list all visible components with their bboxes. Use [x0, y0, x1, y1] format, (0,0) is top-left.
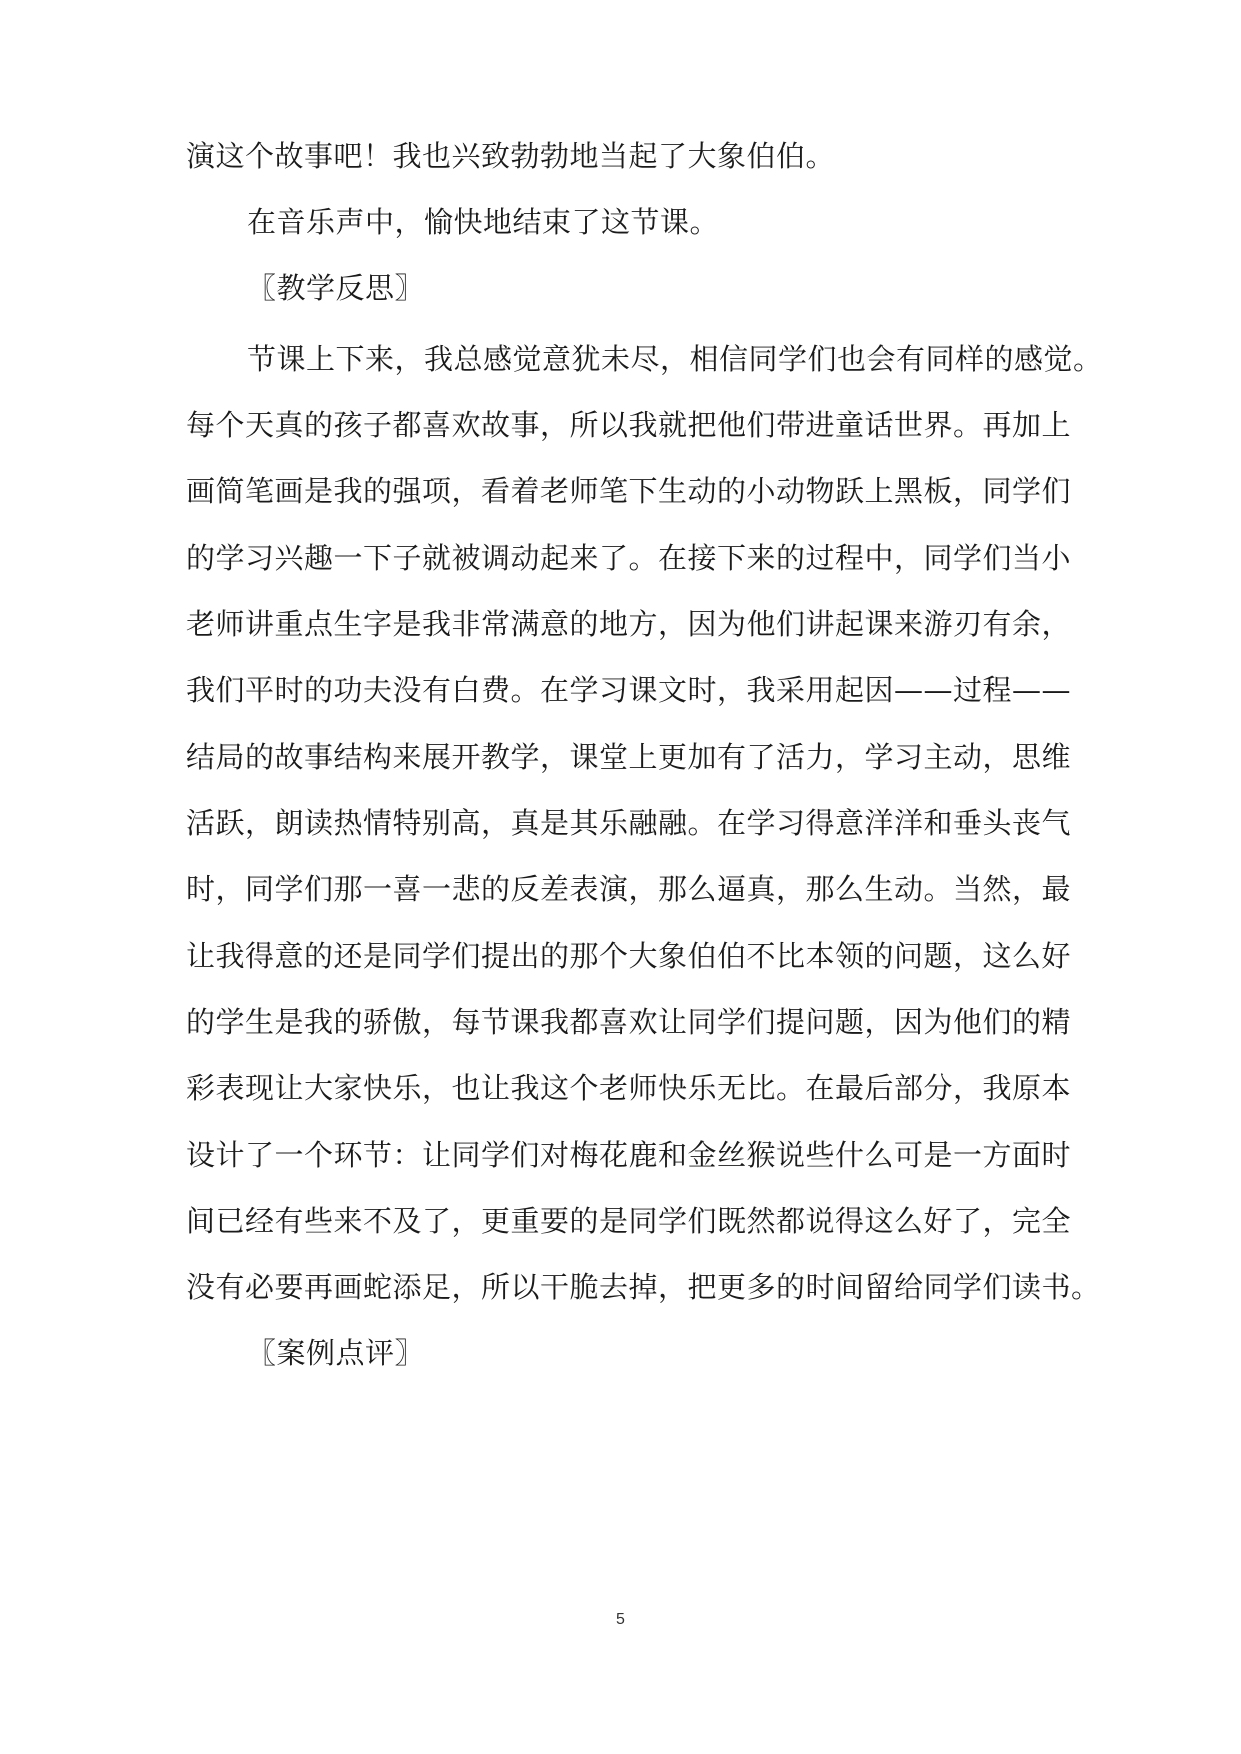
section-heading-case-review: 〖案例点评〗: [247, 1336, 425, 1370]
paragraph-line: 结局的故事结构来展开教学，课堂上更加有了活力，学习主动，思维: [186, 740, 1072, 774]
paragraph-line: 彩表现让大家快乐，也让我这个老师快乐无比。在最后部分，我原本: [186, 1071, 1072, 1105]
paragraph-line: 让我得意的还是同学们提出的那个大象伯伯不比本领的问题，这么好: [186, 939, 1072, 973]
section-heading-teaching-reflection: 〖教学反思〗: [247, 271, 425, 305]
paragraph-line: 时，同学们那一喜一悲的反差表演，那么逼真，那么生动。当然，最: [186, 872, 1072, 906]
paragraph-line: 节课上下来，我总感觉意犹未尽，相信同学们也会有同样的感觉。: [247, 342, 1103, 376]
paragraph-line: 的学生是我的骄傲，每节课我都喜欢让同学们提问题，因为他们的精: [186, 1005, 1072, 1039]
paragraph-line: 我们平时的功夫没有白费。在学习课文时，我采用起因——过程——: [186, 673, 1072, 707]
paragraph-line: 没有必要再画蛇添足，所以干脆去掉，把更多的时间留给同学们读书。: [186, 1270, 1101, 1304]
paragraph-line: 活跃，朗读热情特别高，真是其乐融融。在学习得意洋洋和垂头丧气: [186, 806, 1072, 840]
paragraph-line: 的学习兴趣一下子就被调动起来了。在接下来的过程中，同学们当小: [186, 541, 1072, 575]
paragraph-line: 演这个故事吧！我也兴致勃勃地当起了大象伯伯。: [186, 139, 836, 173]
paragraph-line: 每个天真的孩子都喜欢故事，所以我就把他们带进童话世界。再加上: [186, 408, 1072, 442]
paragraph-line: 老师讲重点生字是我非常满意的地方，因为他们讲起课来游刃有余，: [186, 607, 1072, 641]
paragraph-line: 间已经有些来不及了，更重要的是同学们既然都说得这么好了，完全: [186, 1204, 1072, 1238]
paragraph-line: 设计了一个环节：让同学们对梅花鹿和金丝猴说些什么可是一方面时: [186, 1138, 1072, 1172]
paragraph-line: 在音乐声中，愉快地结束了这节课。: [247, 205, 720, 239]
page-number: 5: [616, 1611, 625, 1628]
paragraph-line: 画简笔画是我的强项，看着老师笔下生动的小动物跃上黑板，同学们: [186, 474, 1072, 508]
